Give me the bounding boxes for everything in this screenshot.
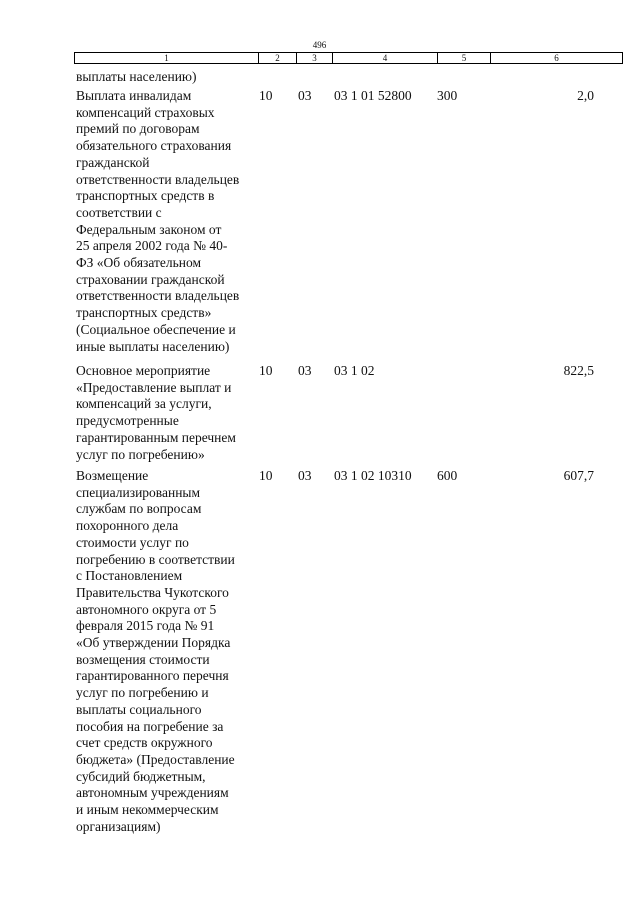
description-line: Выплата инвалидам	[76, 88, 192, 103]
description-line: ответственности владельцев	[76, 288, 240, 304]
description-line: обязательного страхования	[76, 138, 232, 154]
description-line: автономного округа от 5	[76, 601, 217, 617]
description-line: ответственности владельцев	[76, 171, 240, 187]
description-line: услуг по погребению»	[76, 446, 205, 462]
description-line: стоимости услуг по	[76, 534, 189, 550]
description-line: страховании гражданской	[76, 271, 225, 287]
description-line: бюджета» (Предоставление	[76, 751, 235, 767]
header-col-6: 6	[554, 53, 559, 63]
description-line: субсидий бюджетным,	[76, 768, 206, 784]
header-col-1: 1	[75, 53, 259, 63]
row-section: 10	[259, 88, 273, 103]
description-line: компенсаций за услуги,	[76, 396, 212, 412]
description-line: автономным учреждениям	[76, 785, 229, 801]
description-line: организациям)	[76, 818, 161, 834]
description-line: февраля 2015 года № 91	[76, 618, 215, 634]
description-line: Правительства Чукотского	[76, 584, 229, 600]
description-line: 25 апреля 2002 года № 40-	[76, 238, 228, 254]
description-line: специализированным	[76, 484, 201, 500]
row-expense-type: 300	[437, 88, 458, 103]
row-description	[76, 468, 262, 835]
description-line: (Социальное обеспечение и	[76, 321, 236, 337]
description-line: Возмещение	[76, 468, 149, 483]
header-col-3: 3	[297, 53, 333, 63]
description-line: ФЗ «Об обязательном	[76, 255, 202, 271]
description-line: погребению в соответствии	[76, 551, 235, 567]
row-target-article: 03 1 02	[334, 363, 375, 378]
description-line: гарантированного перечня	[76, 668, 229, 684]
description-line: транспортных средств в	[76, 188, 215, 204]
row-expense-type: 600	[437, 468, 458, 483]
description-line: похоронного дела	[76, 518, 179, 534]
description-line: и иным некоммерческим	[76, 802, 219, 818]
row-subsection: 03	[298, 363, 312, 378]
row-subsection: 03	[298, 468, 312, 483]
description-line: гражданской	[76, 154, 150, 170]
description-line: транспортных средств»	[76, 305, 212, 321]
description-line: «Предоставление выплат и	[76, 379, 232, 395]
description-line: Федеральным законом от	[76, 221, 222, 237]
row-subsection: 03	[298, 88, 312, 103]
row-target-article: 03 1 02 10310	[334, 468, 412, 483]
description-line: услуг по погребению и	[76, 685, 209, 701]
description-line: счет средств окружного	[76, 735, 213, 751]
row-target-article: 03 1 01 52800	[334, 88, 412, 103]
row-description	[76, 88, 262, 355]
description-line: выплаты социального	[76, 701, 202, 717]
description-line: возмещения стоимости	[76, 651, 210, 667]
row-section: 10	[259, 468, 273, 483]
carry-over-text: выплаты населению)	[76, 69, 197, 84]
table-header	[74, 52, 623, 64]
description-line: Основное мероприятие	[76, 363, 211, 378]
description-line: пособия на погребение за	[76, 718, 224, 734]
header-col-4: 4	[333, 53, 438, 63]
description-line: «Об утверждении Порядка	[76, 635, 231, 651]
description-line: службам по вопросам	[76, 501, 202, 517]
header-col-5: 5	[438, 53, 491, 63]
page-number: 496	[312, 40, 327, 50]
row-section: 10	[259, 363, 273, 378]
row-amount: 822,5	[563, 363, 594, 378]
description-line: предусмотренные	[76, 413, 179, 429]
description-line: гарантированным перечнем	[76, 429, 236, 445]
description-line: соответствии с	[76, 204, 162, 220]
description-line: премий по договорам	[76, 121, 200, 137]
header-col-2: 2	[259, 53, 297, 63]
row-description	[76, 363, 262, 463]
description-line: иные выплаты населению)	[76, 338, 230, 354]
row-amount: 607,7	[563, 468, 594, 483]
description-line: с Постановлением	[76, 568, 183, 584]
row-amount: 2,0	[577, 88, 594, 103]
description-line: компенсаций страховых	[76, 104, 215, 120]
